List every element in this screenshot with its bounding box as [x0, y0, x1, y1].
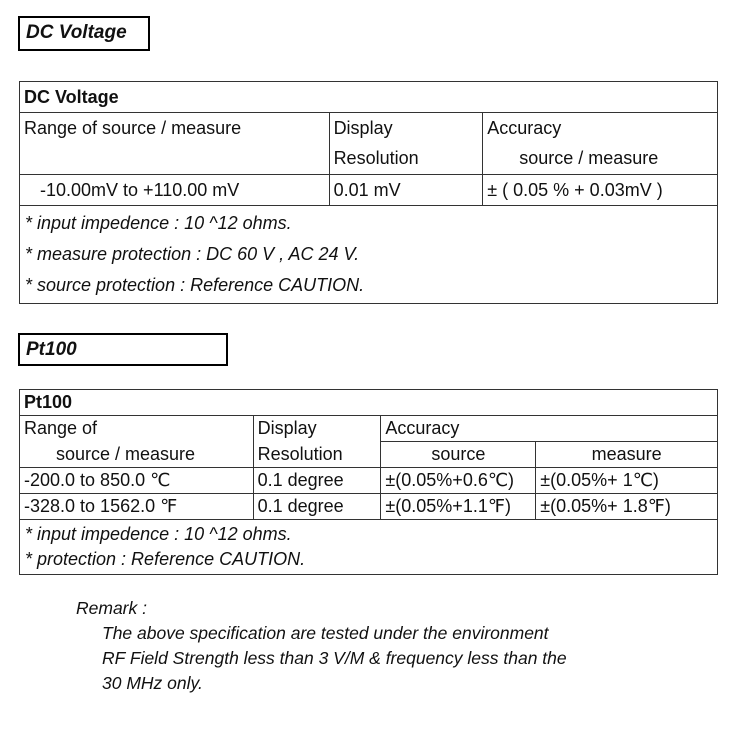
pt100-col-range-sublabel: source / measure [20, 442, 254, 468]
table-row [20, 175, 718, 206]
remark-line-1: The above specification are tested under the environment [102, 623, 549, 643]
remark-line-3: 30 MHz only. [102, 673, 203, 693]
pt100-col-measure-label: measure [536, 442, 718, 468]
pt100-col-display-label: Display [253, 416, 381, 442]
dc-col-range-spacer [20, 144, 330, 175]
remark-block [76, 596, 567, 696]
pt100-measure-accuracy-fahrenheit: ±(0.05%+ 1.8℉) [536, 494, 718, 520]
pt100-range-celsius: -200.0 to 850.0 ℃ [20, 468, 254, 494]
pt100-source-accuracy-fahrenheit: ±(0.05%+1.1℉) [381, 494, 536, 520]
dc-col-display-sublabel: Resolution [329, 144, 483, 175]
dc-notes [20, 206, 718, 304]
pt100-note-protection: * protection : Reference CAUTION. [25, 549, 306, 569]
dc-voltage-spec-table [19, 81, 718, 304]
dc-accuracy-value: ± ( 0.05 % + 0.03mV ) [483, 175, 718, 206]
remark-label: Remark : [76, 598, 147, 618]
dc-col-accuracy-label: Accuracy [483, 113, 718, 144]
dc-note-source-protection: * source protection : Reference CAUTION. [25, 275, 365, 295]
remark-line-2: RF Field Strength less than 3 V/M & frequency less than the [102, 648, 567, 668]
pt100-col-accuracy-label: Accuracy [381, 416, 718, 442]
table-row [20, 494, 718, 520]
dc-voltage-section-title: DC Voltage [18, 16, 150, 51]
pt100-notes [20, 520, 718, 575]
dc-col-display-label: Display [329, 113, 483, 144]
dc-table-header: DC Voltage [20, 82, 718, 113]
dc-resolution-value: 0.01 mV [329, 175, 483, 206]
dc-note-impedance: * input impedence : 10 ^12 ohms. [25, 213, 292, 233]
dc-note-measure-protection: * measure protection : DC 60 V , AC 24 V. [25, 244, 360, 264]
pt100-table-header: Pt100 [20, 390, 718, 416]
pt100-section-title: Pt100 [18, 333, 228, 366]
table-row [20, 468, 718, 494]
pt100-range-fahrenheit: -328.0 to 1562.0 ℉ [20, 494, 254, 520]
pt100-spec-table [19, 389, 718, 575]
dc-col-accuracy-sublabel: source / measure [483, 144, 718, 175]
pt100-resolution-celsius: 0.1 degree [253, 468, 381, 494]
pt100-source-accuracy-celsius: ±(0.05%+0.6℃) [381, 468, 536, 494]
pt100-measure-accuracy-celsius: ±(0.05%+ 1℃) [536, 468, 718, 494]
pt100-col-range-label: Range of [20, 416, 254, 442]
dc-range-value: -10.00mV to +110.00 mV [20, 175, 330, 206]
pt100-note-impedance: * input impedence : 10 ^12 ohms. [25, 524, 292, 544]
pt100-resolution-fahrenheit: 0.1 degree [253, 494, 381, 520]
pt100-col-source-label: source [381, 442, 536, 468]
dc-col-range-label: Range of source / measure [20, 113, 330, 144]
pt100-col-display-sublabel: Resolution [253, 442, 381, 468]
